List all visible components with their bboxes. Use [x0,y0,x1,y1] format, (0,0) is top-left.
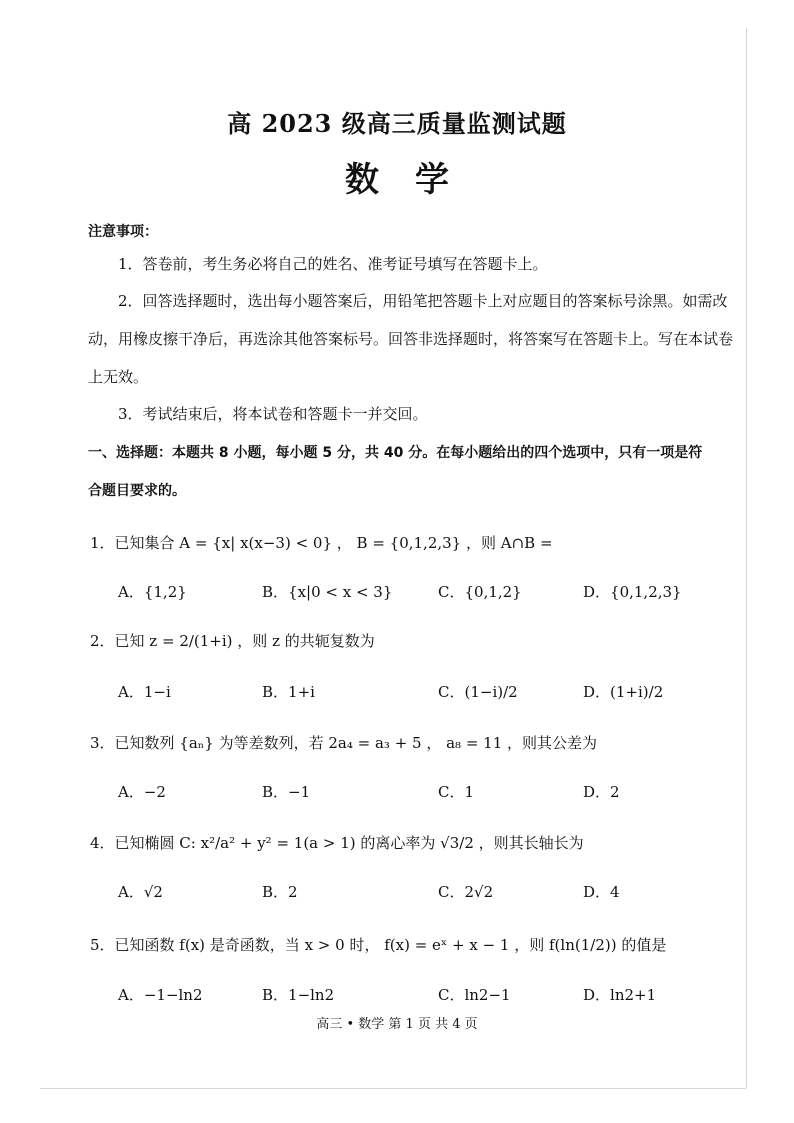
exam-subject: 数学 [345,160,485,200]
notice-item: 3．考试结束后，将本试卷和答题卡一并交回。 [118,405,428,423]
option-c: C．(1−i)/2 [438,683,518,701]
option-a: A．{1,2} [118,583,187,601]
section-heading: 合题目要求的。 [88,483,186,499]
option-b: B．{x|0 < x < 3} [262,583,393,601]
question-stem: 2．已知 z = 2/(1+i) ，则 z 的共轭复数为 [90,632,375,650]
notice-item: 动，用橡皮擦干净后，再选涂其他答案标号。回答非选择题时，将答案写在答题卡上。写在本试卷 [88,330,734,348]
option-c: C．{0,1,2} [438,583,522,601]
option-c: C．2√2 [438,883,494,901]
option-b: B．2 [262,883,298,901]
option-a: A．−2 [118,783,166,801]
notice-item: 2．回答选择题时，选出每小题答案后，用铅笔把答题卡上对应题目的答案标号涂黑。如需改 [118,292,728,310]
section-heading: 一、选择题：本题共 8 小题，每小题 5 分，共 40 分。在每小题给出的四个选项中，只有一项是符 [88,445,703,461]
notice-heading: 注意事项： [88,224,158,240]
option-d: D．(1+i)/2 [583,683,664,701]
page-footer: 高三 • 数学 第 1 页 共 4 页 [316,1017,478,1032]
question-stem: 4．已知椭圆 C: x²/a² + y² = 1(a > 1) 的离心率为 √3/2 ，则其长轴长为 [90,834,584,852]
exam-title: 高 2023 级高三质量监测试题 [227,109,567,138]
option-b: B．−1 [262,783,311,801]
notice-item: 1．答卷前，考生务必将自己的姓名、准考证号填写在答题卡上。 [118,255,548,273]
option-d: D．{0,1,2,3} [583,583,682,601]
option-d: D．2 [583,783,620,801]
option-c: C．ln2−1 [438,986,511,1004]
option-a: A．−1−ln2 [118,986,203,1004]
option-b: B．1+i [262,683,315,701]
option-c: C．1 [438,783,475,801]
page-edge-line [40,1088,746,1089]
option-a: A．1−i [118,683,171,701]
option-a: A．√2 [118,883,163,901]
question-stem: 1．已知集合 A = {x| x(x−3) < 0} ， B = {0,1,2,3} ，则 A∩B = [90,534,553,552]
question-stem: 3．已知数列 {aₙ} 为等差数列，若 2a₄ = a₃ + 5 ， a₈ = 11 ，则其公差为 [90,734,598,752]
option-d: D．ln2+1 [583,986,657,1004]
notice-item: 上无效。 [88,368,149,386]
option-d: D．4 [583,883,620,901]
question-stem: 5．已知函数 f(x) 是奇函数，当 x > 0 时， f(x) = eˣ + x − 1 ，则 f(ln(1/2)) 的值是 [90,936,667,954]
option-b: B．1−ln2 [262,986,335,1004]
